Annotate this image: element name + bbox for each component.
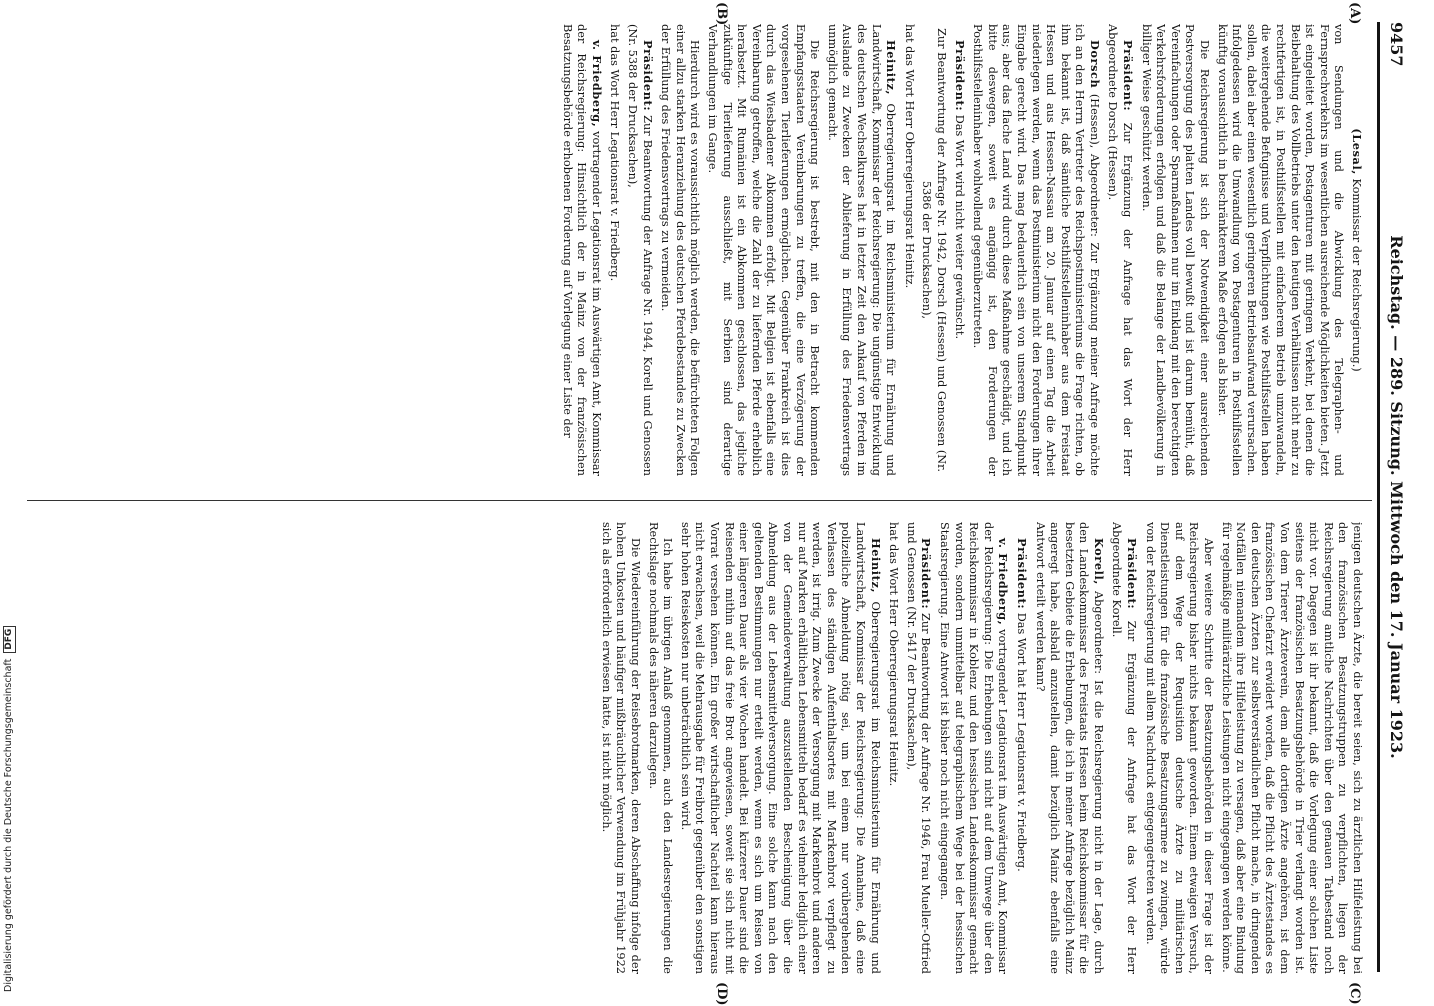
paragraph	[1218, 522, 1364, 974]
speaker-name: v. Friedberg,	[589, 40, 604, 128]
speaker-name: Heinitz,	[884, 40, 899, 96]
paragraph-text: Hierdurch wird es voraussichtlich möglich werden, die befürchteten Folgen einer allzu starken Heranziehung des deutschen Pferdebestandes zu Zwecken der Erfüllung des Friedensvertrags zu vermeiden.	[659, 24, 702, 476]
paragraph-text: hat das Wort Herr Oberregierungsrat Heinitz.	[902, 24, 916, 289]
speaker-name: Präsident:	[640, 40, 655, 112]
digitization-footer	[2, 0, 16, 1000]
footer-text: Digitalisierung gefördert durch die Deutsche Forschungsgemeinschaft	[3, 658, 14, 992]
paragraph	[1105, 24, 1135, 476]
speaker-name: Präsident:	[1125, 538, 1140, 610]
paragraph	[658, 24, 702, 476]
paragraph-text: Zur Beantwortung der Anfrage Nr. 1944, Korell und Genossen (Nr. 5388 der Drucksachen),	[626, 24, 654, 476]
paragraph	[1032, 522, 1106, 974]
paragraph	[970, 24, 1102, 476]
speaker-name: Korell,	[1091, 538, 1106, 585]
paragraph-text: Zur Ergänzung der Anfrage hat das Wort der Herr Abgeordnete Dorsch (Hessen).	[1106, 24, 1135, 476]
running-title: Reichstag. — 289. Sitzung. Mittwoch den 17. Januar 1923.	[1387, 235, 1406, 759]
paragraph	[704, 24, 821, 476]
left-column	[24, 24, 1364, 476]
speaker-name: v. Friedberg,	[996, 538, 1011, 626]
paragraph-text: Die Reichsregierung ist bestrebt, mit den in Betracht kommenden Empfangsstaaten Vereinbarungen zu treffen, die eine Verzögerung der vorgesehenen Tierlieferungen ermöglichen. Gegenüber Frankreich ist dies durch das Wiesbadener Abkommen erfolgt. Mit Belgien ist ebenfalls eine Vereinbarung getroffen, welche die Zahl der zu liefernden Pferde erheblich herabsetzt. Mit Rumänien ist ein Abkommen geschlossen, das jegliche zukünftige Tierlieferung ausschließt, mit Serbien sind derartige Verhandlungen im Gange.	[706, 24, 822, 476]
speaker-name: Präsident:	[919, 538, 934, 610]
paragraph-text: hat das Wort Herr Legationsrat v. Friedberg.	[608, 24, 622, 282]
paragraph-text: Die Wiedereinführung der Reisebrotmarken, deren Abschaffung infolge der hohen Unkosten und häufiger mißbräuchlicher Verwendung im Frühjahr 1922 sich als erforderlich erwiesen hatte, ist nicht möglich.	[599, 522, 643, 974]
paragraph-text: Abgeordneter: Ist die Reichsregierung nicht in der Lage, durch den Landeskommissar des Freistaats Hessen beim Reichskommissar für die besetzten Gebiete die Erhebungen, die ich in meiner Anfrage bezüglich Mainz angeregt habe, alsbald anzustellen, damit bezüglich Mainz ebenfalls eine Antwort erteilt werden kann?	[1033, 522, 1105, 974]
paragraph-text: Oberregierungsrat im Reichsministerium für Ernährung und Landwirtschaft, Kommissar der Reichsregierung: Die ungünstige Entwicklung des deutschen Wechselkurses hat in letzter Zeit den Ankauf von Pferden im Auslande zu Zwecken der Ablieferung in Erfüllung des Friedensvertrags unmöglich gemacht.	[825, 24, 898, 476]
paragraph	[919, 24, 948, 476]
margin-mark-a: (A)	[1347, 2, 1362, 25]
speaker-name: Präsident:	[1121, 40, 1136, 112]
paragraph	[824, 24, 898, 476]
paragraph-text: Aber weitere Schritte der Besatzungsbehörden in dieser Frage ist der Reichsregierung bisher nichts bekannt geworden. Einem etwaigen Versuch, auf dem Wege der Requisition deutsche Ärzte zu militärischen Dienstleistungen für die französische Besatzungsarmee zu zwingen, würde von der Reichsregierung mit allem Nachdruck entgegengetreten werden.	[1143, 522, 1216, 974]
page-number: 9457	[1387, 22, 1406, 67]
margin-mark-d: (D)	[714, 982, 729, 1006]
paragraph-text: Zur Ergänzung der Anfrage hat das Wort der Herr Abgeordnete Korell.	[1110, 522, 1139, 974]
paragraph	[901, 24, 916, 476]
page-header	[1377, 22, 1414, 972]
paragraph	[903, 522, 933, 974]
speaker-name: Dorsch	[1087, 40, 1102, 89]
paragraph-text: Zur Beantwortung der Anfrage Nr. 1942, Dorsch (Hessen) und Genossen (Nr. 5386 der Drucksachen),	[920, 28, 948, 472]
paragraph	[1214, 24, 1345, 476]
paragraph	[1142, 522, 1215, 974]
margin-mark-c: (C)	[1347, 982, 1362, 1005]
paragraph-text: hat das Wort Herr Oberregierungsrat Heinitz.	[887, 522, 901, 787]
paragraph-text: vortragender Legationsrat im Auswärtigen Amt, Kommissar der Reichsregierung: Hinsichtlich der in Mainz von der französischen Besatzungsbehörde erhobenen Forderung auf Vorlegung einer Liste der	[560, 24, 603, 476]
paragraph	[886, 522, 901, 974]
paragraph	[559, 24, 604, 476]
speaker-name: Heinitz,	[868, 538, 883, 594]
paragraph-text: Oberregierungsrat im Reichsministerium für Ernährung und Landwirtschaft, Kommissar der Reichsregierung: Die Annahme, daß eine polizeiliche Abmeldung nötig sei, um bei einem nur vorübergehenden Verlassen des ständigen Aufenthaltsortes mit Markenbrot verpflegt zu werden, ist irrig. Zum Zwecke der Versorgung mit Markenbrot und anderen nur auf Marken erhältlichen Lebensmitteln bedarf es vielmehr lediglich einer von der Gemeindeverwaltung auszustellenden Bescheinigung über die Abmeldung aus der Lebensmittelversorgung. Eine solche kann nach den geltenden Bestimmungen nur erteilt werden, wenn es sich um Reisen von einer längeren Dauer als vier Wochen handelt. Bei kürzerer Dauer sind die Reisenden mithin auf das freie Brot angewiesen, soweit sie sich nicht mit Vorrat versehen können. Ein großer wirtschaftlicher Nachteil kann hieraus nicht erwachsen, weil die Mehrausgabe für Freibrot gegenüber den sonstigen sehr hohen Reisekosten nur unbeträchtlich sein wird.	[678, 522, 882, 974]
paragraph	[1348, 24, 1364, 476]
dfg-logo: DFG	[3, 626, 16, 653]
paragraph-text: (Hessen), Abgeordneter: Zur Ergänzung meiner Anfrage möchte ich an den Herrn Vertreter des Reichspostministeriums die Frage richten, ob ihm bekannt ist, daß sämtliche Posthilfsstelleninhaber aus dem Freistaat Hessen und aus Hessen-Nassau am 20. Januar auf einen Tag die Arbeit niederlegen werden, wenn das Postministerium nicht den Forderungen ihrer Eingabe gerecht wird. Das mag bedauerlich sein von unserem Standpunkt aus; aber das flache Land wird durch diese Maßnahme geschädigt, und ich bitte deswegen, soweit es angängig ist, den Forderungen der Posthilfsstelleninhaber wohlwollend gegenüberzutreten.	[971, 24, 1101, 476]
paragraph	[645, 522, 674, 974]
paragraph-text: Das Wort wird nicht weiter gewünscht.	[952, 114, 966, 340]
paragraph	[598, 522, 642, 974]
speaker-name: (Lesal,	[1350, 128, 1364, 175]
paragraph	[936, 522, 1010, 974]
paragraph-text: Zur Beantwortung der Anfrage Nr. 1946, Frau Mueller-Otfried und Genossen (Nr. 5417 der Drucksachen),	[904, 522, 933, 974]
paragraph	[1138, 24, 1211, 476]
paragraph-text: Die Reichsregierung ist sich der Notwendigkeit einer ausreichenden Postversorgung des platten Landes voll bewußt und ist darum bemüht, daß Vereinfachungen oder Sparmaßnahmen nur im Einklang mit den berechtigten Verkehrsforderungen erfolgen und daß die Belange der Landbevölkerung in billiger Weise geschützt werden.	[1139, 24, 1212, 476]
speaker-name: Präsident:	[952, 40, 967, 112]
paragraph-text: jenigen deutschen Ärzte, die bereit seien, sich zu ärztlichen Hilfeleistung bei den französischen Besatzungstruppen zu verpflichten, liegen der Reichsregierung amtliche Nachrichten über den genauen Tatbestand noch nicht vor. Dagegen ist ihr bekannt, daß die Vorlegung einer solchen Liste seitens der französischen Besatzungsbehörde in Trier verlangt worden ist. Von dem Trierer Ärzteverein, dem alle dortigen Ärzte angehören, ist dem französischen Chefarzt erwidert worden, daß die Pflicht des Ärztestandes es den deutschen Ärzten zur selbstverständlichen Pflicht mache, in dringenden Notfällen niemandem ihre Hilfeleistung zu versagen, daß aber eine Bindung für regelmäßige militärärztliche Leistungen nicht eingegangen werden könne.	[1219, 522, 1364, 974]
paragraph	[951, 24, 967, 476]
paragraph-text: vortragender Legationsrat im Auswärtigen Amt, Kommissar der Reichsregierung: Die Erhebungen sind nicht auf dem Umwege über den Reichskommissar in Koblenz und den hessischen Landeskommissar gemacht worden, sondern unmittelbar auf telegraphischem Wege bei der hessischen Staatsregierung. Eine Antwort ist bisher noch nicht eingegangen.	[937, 522, 1010, 974]
paragraph	[625, 24, 655, 476]
paragraph-text: Ich habe im übrigen Anlaß genommen, auch den Landesregierungen die Rechtslage nochmals des näheren darzulegen.	[646, 522, 675, 974]
paragraph-text: Das Wort hat Herr Legationsrat v. Friedberg.	[1014, 612, 1028, 872]
column-divider	[27, 500, 1372, 501]
paragraph	[677, 522, 882, 974]
speaker-name: Präsident:	[1014, 538, 1029, 610]
right-column	[24, 522, 1364, 974]
paragraph-text: Kommissar der Reichsregierung.)	[1350, 178, 1363, 372]
paragraph-text: von Sendungen und die Abwicklung des Telegraphen- und Fernsprechverkehrs im wesentlichen ausreichende Möglichkeiten bieten. Jetzt ist eingeleitet worden, Postagenturen mit geringem Verkehr, bei denen die Beibehaltung des Vollbetriebs unter den heutigen Verhältnissen nicht mehr zu rechtfertigen ist, in Posthilfsstellen mit einfacherem Betrieb umzuwandeln, die weitergehende Befugnisse und Verpflichtungen wie Posthilfsstellen haben sollen, dabei aber einen wesentlich geringeren Betriebsaufwand verursachen. Infolgedessen wird die Umwandlung von Postagenturen in Posthilfsstellen künftig voraussichtlich in beschränkterem Maße erfolgen als bisher.	[1215, 24, 1346, 476]
paragraph	[1109, 522, 1139, 974]
paragraph	[607, 24, 622, 476]
margin-mark-b: (B)	[714, 2, 729, 26]
paragraph	[1013, 522, 1029, 974]
